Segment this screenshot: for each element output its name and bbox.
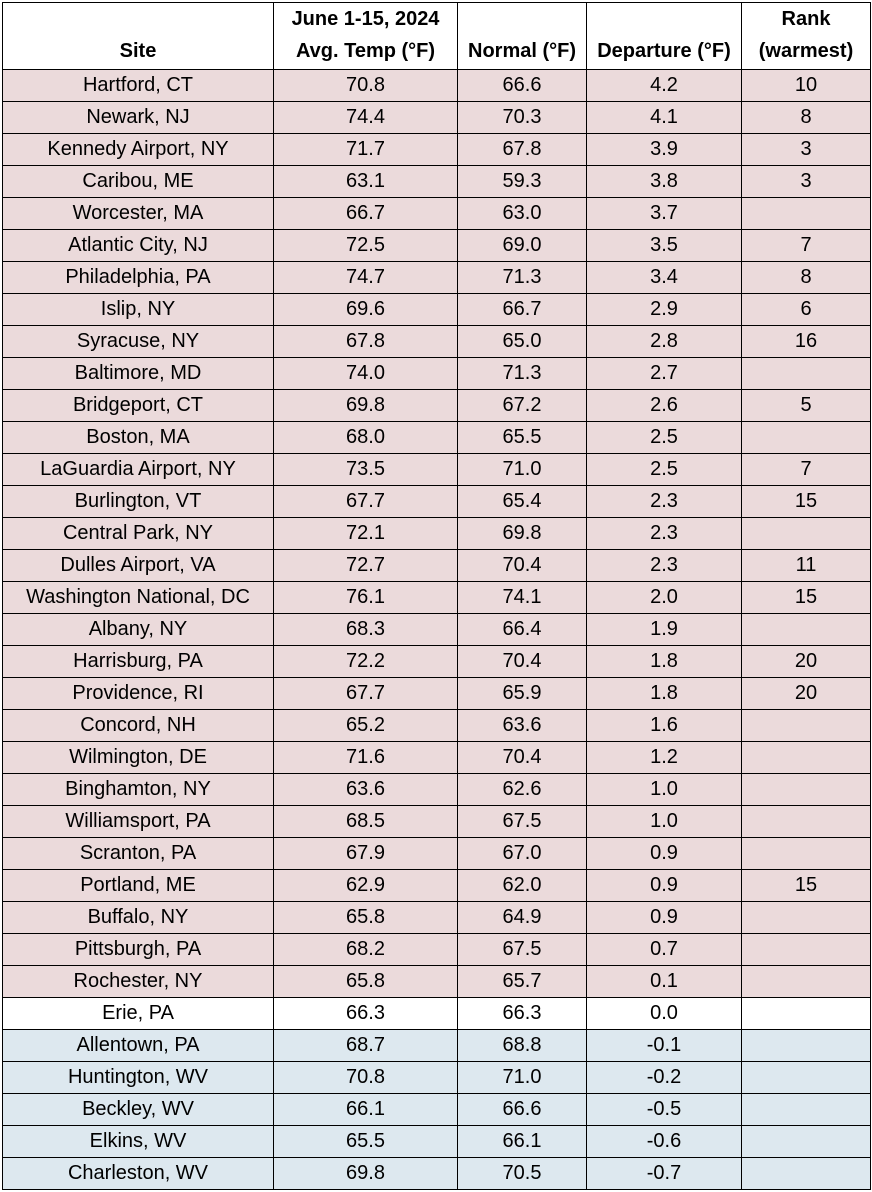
cell-site: Islip, NY (3, 294, 274, 326)
cell-avg: 66.7 (274, 198, 458, 230)
cell-site: Wilmington, DE (3, 742, 274, 774)
cell-departure: 2.5 (587, 422, 742, 454)
cell-rank (742, 774, 871, 806)
cell-site: Beckley, WV (3, 1094, 274, 1126)
cell-rank: 16 (742, 326, 871, 358)
header-row (3, 3, 871, 70)
cell-avg: 68.7 (274, 1030, 458, 1062)
cell-avg: 72.1 (274, 518, 458, 550)
cell-rank (742, 422, 871, 454)
table-row (3, 1094, 871, 1126)
header-normal (458, 3, 587, 70)
table-row (3, 486, 871, 518)
cell-normal: 66.4 (458, 614, 587, 646)
cell-normal: 68.8 (458, 1030, 587, 1062)
cell-departure: 2.0 (587, 582, 742, 614)
cell-normal: 65.9 (458, 678, 587, 710)
cell-site: Worcester, MA (3, 198, 274, 230)
cell-avg: 63.6 (274, 774, 458, 806)
table-row (3, 1030, 871, 1062)
table-row (3, 326, 871, 358)
cell-rank: 15 (742, 582, 871, 614)
cell-site: Erie, PA (3, 998, 274, 1030)
cell-departure: -0.7 (587, 1158, 742, 1190)
cell-departure: 3.4 (587, 262, 742, 294)
table-row (3, 678, 871, 710)
cell-avg: 74.0 (274, 358, 458, 390)
cell-rank (742, 934, 871, 966)
cell-site: Albany, NY (3, 614, 274, 646)
cell-rank: 11 (742, 550, 871, 582)
table-row (3, 998, 871, 1030)
cell-avg: 76.1 (274, 582, 458, 614)
table-row (3, 742, 871, 774)
cell-normal: 62.6 (458, 774, 587, 806)
cell-normal: 70.5 (458, 1158, 587, 1190)
table-header (3, 3, 871, 70)
table-row (3, 70, 871, 102)
cell-normal: 70.4 (458, 550, 587, 582)
cell-avg: 63.1 (274, 166, 458, 198)
cell-normal: 67.2 (458, 390, 587, 422)
table-row (3, 582, 871, 614)
table-row (3, 710, 871, 742)
cell-departure: 1.0 (587, 806, 742, 838)
table-row (3, 934, 871, 966)
cell-rank: 15 (742, 870, 871, 902)
cell-departure: 0.9 (587, 870, 742, 902)
cell-normal: 67.0 (458, 838, 587, 870)
cell-rank: 5 (742, 390, 871, 422)
cell-site: Huntington, WV (3, 1062, 274, 1094)
cell-avg: 68.2 (274, 934, 458, 966)
cell-site: Scranton, PA (3, 838, 274, 870)
cell-rank (742, 614, 871, 646)
cell-normal: 62.0 (458, 870, 587, 902)
cell-normal: 70.3 (458, 102, 587, 134)
cell-normal: 69.0 (458, 230, 587, 262)
cell-rank: 8 (742, 262, 871, 294)
table-row (3, 358, 871, 390)
cell-normal: 65.7 (458, 966, 587, 998)
temperature-table (2, 2, 871, 1190)
cell-normal: 67.5 (458, 806, 587, 838)
cell-avg: 68.3 (274, 614, 458, 646)
cell-avg: 65.8 (274, 966, 458, 998)
cell-site: Harrisburg, PA (3, 646, 274, 678)
cell-normal: 69.8 (458, 518, 587, 550)
cell-avg: 72.7 (274, 550, 458, 582)
cell-rank: 7 (742, 230, 871, 262)
cell-site: Burlington, VT (3, 486, 274, 518)
cell-avg: 69.8 (274, 1158, 458, 1190)
cell-rank (742, 1030, 871, 1062)
cell-avg: 67.9 (274, 838, 458, 870)
table-row (3, 966, 871, 998)
cell-rank: 7 (742, 454, 871, 486)
cell-normal: 67.5 (458, 934, 587, 966)
cell-normal: 66.7 (458, 294, 587, 326)
cell-avg: 71.7 (274, 134, 458, 166)
header-site-label: Site (119, 40, 157, 62)
table-row (3, 230, 871, 262)
table-body (3, 70, 871, 1190)
cell-departure: 2.3 (587, 550, 742, 582)
cell-normal: 64.9 (458, 902, 587, 934)
cell-normal: 71.0 (458, 454, 587, 486)
header-avg-line2: Avg. Temp (°F) (295, 40, 436, 62)
cell-site: Philadelphia, PA (3, 262, 274, 294)
cell-avg: 73.5 (274, 454, 458, 486)
cell-rank (742, 710, 871, 742)
cell-rank: 10 (742, 70, 871, 102)
header-rank-line1: Rank (781, 8, 831, 30)
cell-departure: 2.5 (587, 454, 742, 486)
cell-avg: 74.7 (274, 262, 458, 294)
cell-site: Dulles Airport, VA (3, 550, 274, 582)
cell-rank: 20 (742, 678, 871, 710)
cell-avg: 72.5 (274, 230, 458, 262)
header-avg-line1: June 1-15, 2024 (291, 8, 440, 30)
cell-normal: 70.4 (458, 646, 587, 678)
cell-departure: 0.1 (587, 966, 742, 998)
cell-departure: 2.9 (587, 294, 742, 326)
cell-site: Kennedy Airport, NY (3, 134, 274, 166)
cell-avg: 72.2 (274, 646, 458, 678)
cell-avg: 69.8 (274, 390, 458, 422)
cell-site: Atlantic City, NJ (3, 230, 274, 262)
table-row (3, 550, 871, 582)
cell-site: Syracuse, NY (3, 326, 274, 358)
table-row (3, 102, 871, 134)
table-row (3, 198, 871, 230)
cell-rank: 6 (742, 294, 871, 326)
header-rank-line2: (warmest) (758, 40, 854, 62)
table-row (3, 134, 871, 166)
cell-rank: 3 (742, 134, 871, 166)
cell-normal: 63.6 (458, 710, 587, 742)
cell-site: Boston, MA (3, 422, 274, 454)
cell-site: Central Park, NY (3, 518, 274, 550)
cell-normal: 66.6 (458, 70, 587, 102)
cell-avg: 71.6 (274, 742, 458, 774)
cell-normal: 71.3 (458, 262, 587, 294)
cell-avg: 66.1 (274, 1094, 458, 1126)
cell-normal: 65.4 (458, 486, 587, 518)
cell-rank (742, 902, 871, 934)
cell-avg: 65.5 (274, 1126, 458, 1158)
cell-departure: 2.3 (587, 518, 742, 550)
cell-normal: 74.1 (458, 582, 587, 614)
cell-avg: 65.8 (274, 902, 458, 934)
cell-normal: 65.5 (458, 422, 587, 454)
cell-departure: 2.6 (587, 390, 742, 422)
table-row (3, 1126, 871, 1158)
cell-departure: 1.9 (587, 614, 742, 646)
cell-departure: 0.0 (587, 998, 742, 1030)
cell-rank (742, 1062, 871, 1094)
cell-normal: 66.6 (458, 1094, 587, 1126)
cell-avg: 67.8 (274, 326, 458, 358)
cell-normal: 66.3 (458, 998, 587, 1030)
table-row (3, 902, 871, 934)
cell-site: Pittsburgh, PA (3, 934, 274, 966)
cell-normal: 66.1 (458, 1126, 587, 1158)
cell-site: Newark, NJ (3, 102, 274, 134)
cell-departure: 1.2 (587, 742, 742, 774)
cell-site: Buffalo, NY (3, 902, 274, 934)
cell-departure: 0.7 (587, 934, 742, 966)
table-row (3, 614, 871, 646)
cell-avg: 66.3 (274, 998, 458, 1030)
cell-avg: 62.9 (274, 870, 458, 902)
header-departure-label: Departure (°F) (597, 40, 731, 62)
cell-departure: 0.9 (587, 902, 742, 934)
cell-departure: 1.8 (587, 646, 742, 678)
cell-departure: 0.9 (587, 838, 742, 870)
cell-departure: -0.2 (587, 1062, 742, 1094)
cell-site: Rochester, NY (3, 966, 274, 998)
table-row (3, 1158, 871, 1190)
cell-departure: 2.7 (587, 358, 742, 390)
cell-normal: 65.0 (458, 326, 587, 358)
cell-site: Portland, ME (3, 870, 274, 902)
cell-site: Hartford, CT (3, 70, 274, 102)
cell-rank: 15 (742, 486, 871, 518)
cell-normal: 71.3 (458, 358, 587, 390)
header-rank (742, 3, 871, 70)
cell-departure: 1.0 (587, 774, 742, 806)
cell-rank (742, 1094, 871, 1126)
header-avg-temp (274, 3, 458, 70)
table-row (3, 1062, 871, 1094)
table-row (3, 166, 871, 198)
cell-normal: 63.0 (458, 198, 587, 230)
cell-rank: 20 (742, 646, 871, 678)
cell-site: LaGuardia Airport, NY (3, 454, 274, 486)
cell-avg: 69.6 (274, 294, 458, 326)
cell-normal: 67.8 (458, 134, 587, 166)
cell-departure: 1.6 (587, 710, 742, 742)
header-site (3, 3, 274, 70)
table-row (3, 774, 871, 806)
cell-departure: 3.5 (587, 230, 742, 262)
cell-departure: -0.6 (587, 1126, 742, 1158)
cell-rank: 3 (742, 166, 871, 198)
cell-rank (742, 1158, 871, 1190)
table-row (3, 454, 871, 486)
cell-departure: 4.1 (587, 102, 742, 134)
cell-departure: 1.8 (587, 678, 742, 710)
cell-avg: 68.0 (274, 422, 458, 454)
cell-site: Binghamton, NY (3, 774, 274, 806)
table-row (3, 294, 871, 326)
cell-departure: -0.5 (587, 1094, 742, 1126)
cell-departure: -0.1 (587, 1030, 742, 1062)
table-row (3, 518, 871, 550)
cell-site: Concord, NH (3, 710, 274, 742)
header-normal-label: Normal (°F) (468, 40, 576, 62)
table-row (3, 422, 871, 454)
cell-avg: 70.8 (274, 70, 458, 102)
header-departure (587, 3, 742, 70)
cell-rank (742, 806, 871, 838)
cell-site: Washington National, DC (3, 582, 274, 614)
cell-site: Charleston, WV (3, 1158, 274, 1190)
cell-rank: 8 (742, 102, 871, 134)
cell-avg: 70.8 (274, 1062, 458, 1094)
cell-rank (742, 198, 871, 230)
table-row (3, 870, 871, 902)
cell-site: Williamsport, PA (3, 806, 274, 838)
cell-avg: 65.2 (274, 710, 458, 742)
cell-avg: 74.4 (274, 102, 458, 134)
cell-rank (742, 518, 871, 550)
cell-rank (742, 838, 871, 870)
cell-normal: 59.3 (458, 166, 587, 198)
cell-departure: 3.7 (587, 198, 742, 230)
cell-departure: 2.3 (587, 486, 742, 518)
table-row (3, 390, 871, 422)
table-row (3, 838, 871, 870)
cell-site: Bridgeport, CT (3, 390, 274, 422)
cell-avg: 67.7 (274, 486, 458, 518)
cell-departure: 3.8 (587, 166, 742, 198)
cell-departure: 3.9 (587, 134, 742, 166)
cell-site: Elkins, WV (3, 1126, 274, 1158)
cell-rank (742, 358, 871, 390)
cell-rank (742, 998, 871, 1030)
cell-departure: 4.2 (587, 70, 742, 102)
cell-rank (742, 742, 871, 774)
cell-departure: 2.8 (587, 326, 742, 358)
cell-site: Caribou, ME (3, 166, 274, 198)
cell-site: Allentown, PA (3, 1030, 274, 1062)
table-row (3, 646, 871, 678)
cell-rank (742, 1126, 871, 1158)
cell-normal: 70.4 (458, 742, 587, 774)
cell-rank (742, 966, 871, 998)
cell-site: Baltimore, MD (3, 358, 274, 390)
table-row (3, 806, 871, 838)
table-row (3, 262, 871, 294)
cell-normal: 71.0 (458, 1062, 587, 1094)
cell-avg: 68.5 (274, 806, 458, 838)
cell-site: Providence, RI (3, 678, 274, 710)
cell-avg: 67.7 (274, 678, 458, 710)
